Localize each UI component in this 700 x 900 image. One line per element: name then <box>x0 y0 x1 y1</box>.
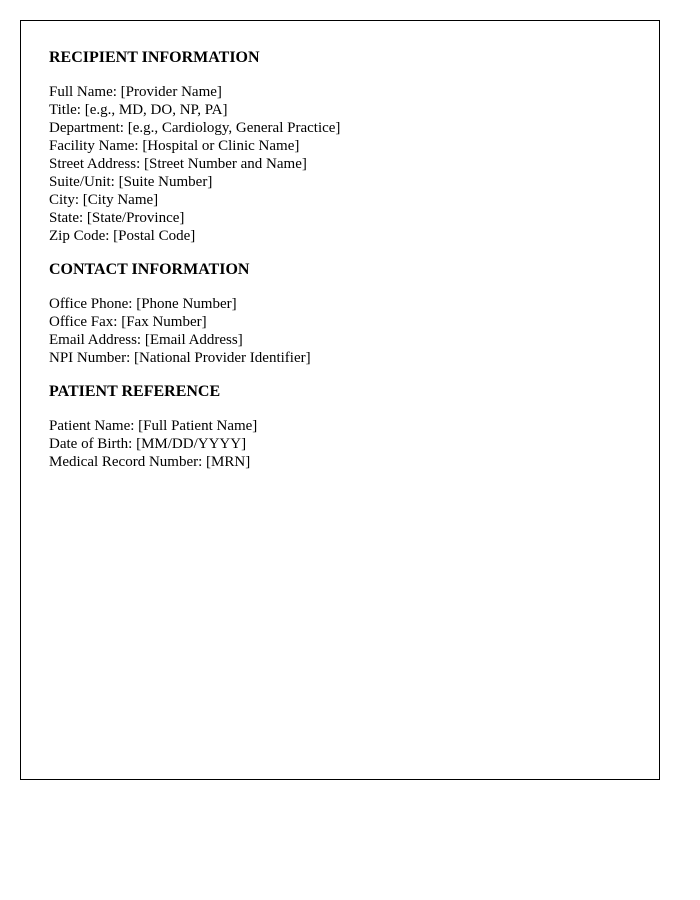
field-value: [Full Patient Name] <box>138 418 258 434</box>
field-patient-name <box>49 417 639 435</box>
contact-heading: CONTACT INFORMATION <box>49 261 250 278</box>
field-title <box>49 101 639 119</box>
field-value: [Street Number and Name] <box>144 156 307 172</box>
field-email-address <box>49 331 639 349</box>
field-label: Medical Record Number: <box>49 454 203 470</box>
field-label: Full Name: <box>49 84 117 100</box>
field-value: [e.g., MD, DO, NP, PA] <box>84 102 228 118</box>
field-office-phone <box>49 295 639 313</box>
recipient-fields <box>49 83 639 245</box>
field-label: Facility Name: <box>49 138 139 154</box>
field-value: [State/Province] <box>86 210 185 226</box>
field-facility-name <box>49 137 639 155</box>
field-full-name <box>49 83 639 101</box>
field-label: Title: <box>49 102 81 118</box>
field-value: [MRN] <box>206 454 251 470</box>
field-value: [e.g., Cardiology, General Practice] <box>127 120 341 136</box>
field-value: [Suite Number] <box>118 174 213 190</box>
field-label: Street Address: <box>49 156 141 172</box>
field-npi-number <box>49 349 639 367</box>
field-date-of-birth <box>49 435 639 453</box>
document-page <box>20 20 660 780</box>
field-city <box>49 191 639 209</box>
field-value: [Provider Name] <box>120 84 222 100</box>
field-suite-unit <box>49 173 639 191</box>
field-label: State: <box>49 210 84 226</box>
patient-fields <box>49 417 639 471</box>
field-state <box>49 209 639 227</box>
field-value: [Hospital or Clinic Name] <box>142 138 300 154</box>
field-medical-record-number <box>49 453 639 471</box>
patient-heading: PATIENT REFERENCE <box>49 383 221 400</box>
field-street-address <box>49 155 639 173</box>
recipient-heading: RECIPIENT INFORMATION <box>49 49 260 66</box>
field-label: Office Fax: <box>49 314 118 330</box>
field-label: Zip Code: <box>49 228 110 244</box>
field-label: City: <box>49 192 80 208</box>
field-value: [Phone Number] <box>136 296 237 312</box>
field-value: [MM/DD/YYYY] <box>136 436 247 452</box>
contact-fields <box>49 295 639 367</box>
field-label: Office Phone: <box>49 296 133 312</box>
field-label: NPI Number: <box>49 350 131 366</box>
field-label: Department: <box>49 120 124 136</box>
field-label: Email Address: <box>49 332 142 348</box>
field-office-fax <box>49 313 639 331</box>
field-value: [City Name] <box>82 192 159 208</box>
field-label: Patient Name: <box>49 418 135 434</box>
field-value: [Fax Number] <box>121 314 207 330</box>
field-department <box>49 119 639 137</box>
field-label: Suite/Unit: <box>49 174 115 190</box>
field-value: [Email Address] <box>144 332 243 348</box>
field-value: [Postal Code] <box>113 228 196 244</box>
document-content <box>49 49 639 487</box>
field-value: [National Provider Identifier] <box>134 350 311 366</box>
field-label: Date of Birth: <box>49 436 133 452</box>
field-zip-code <box>49 227 639 245</box>
